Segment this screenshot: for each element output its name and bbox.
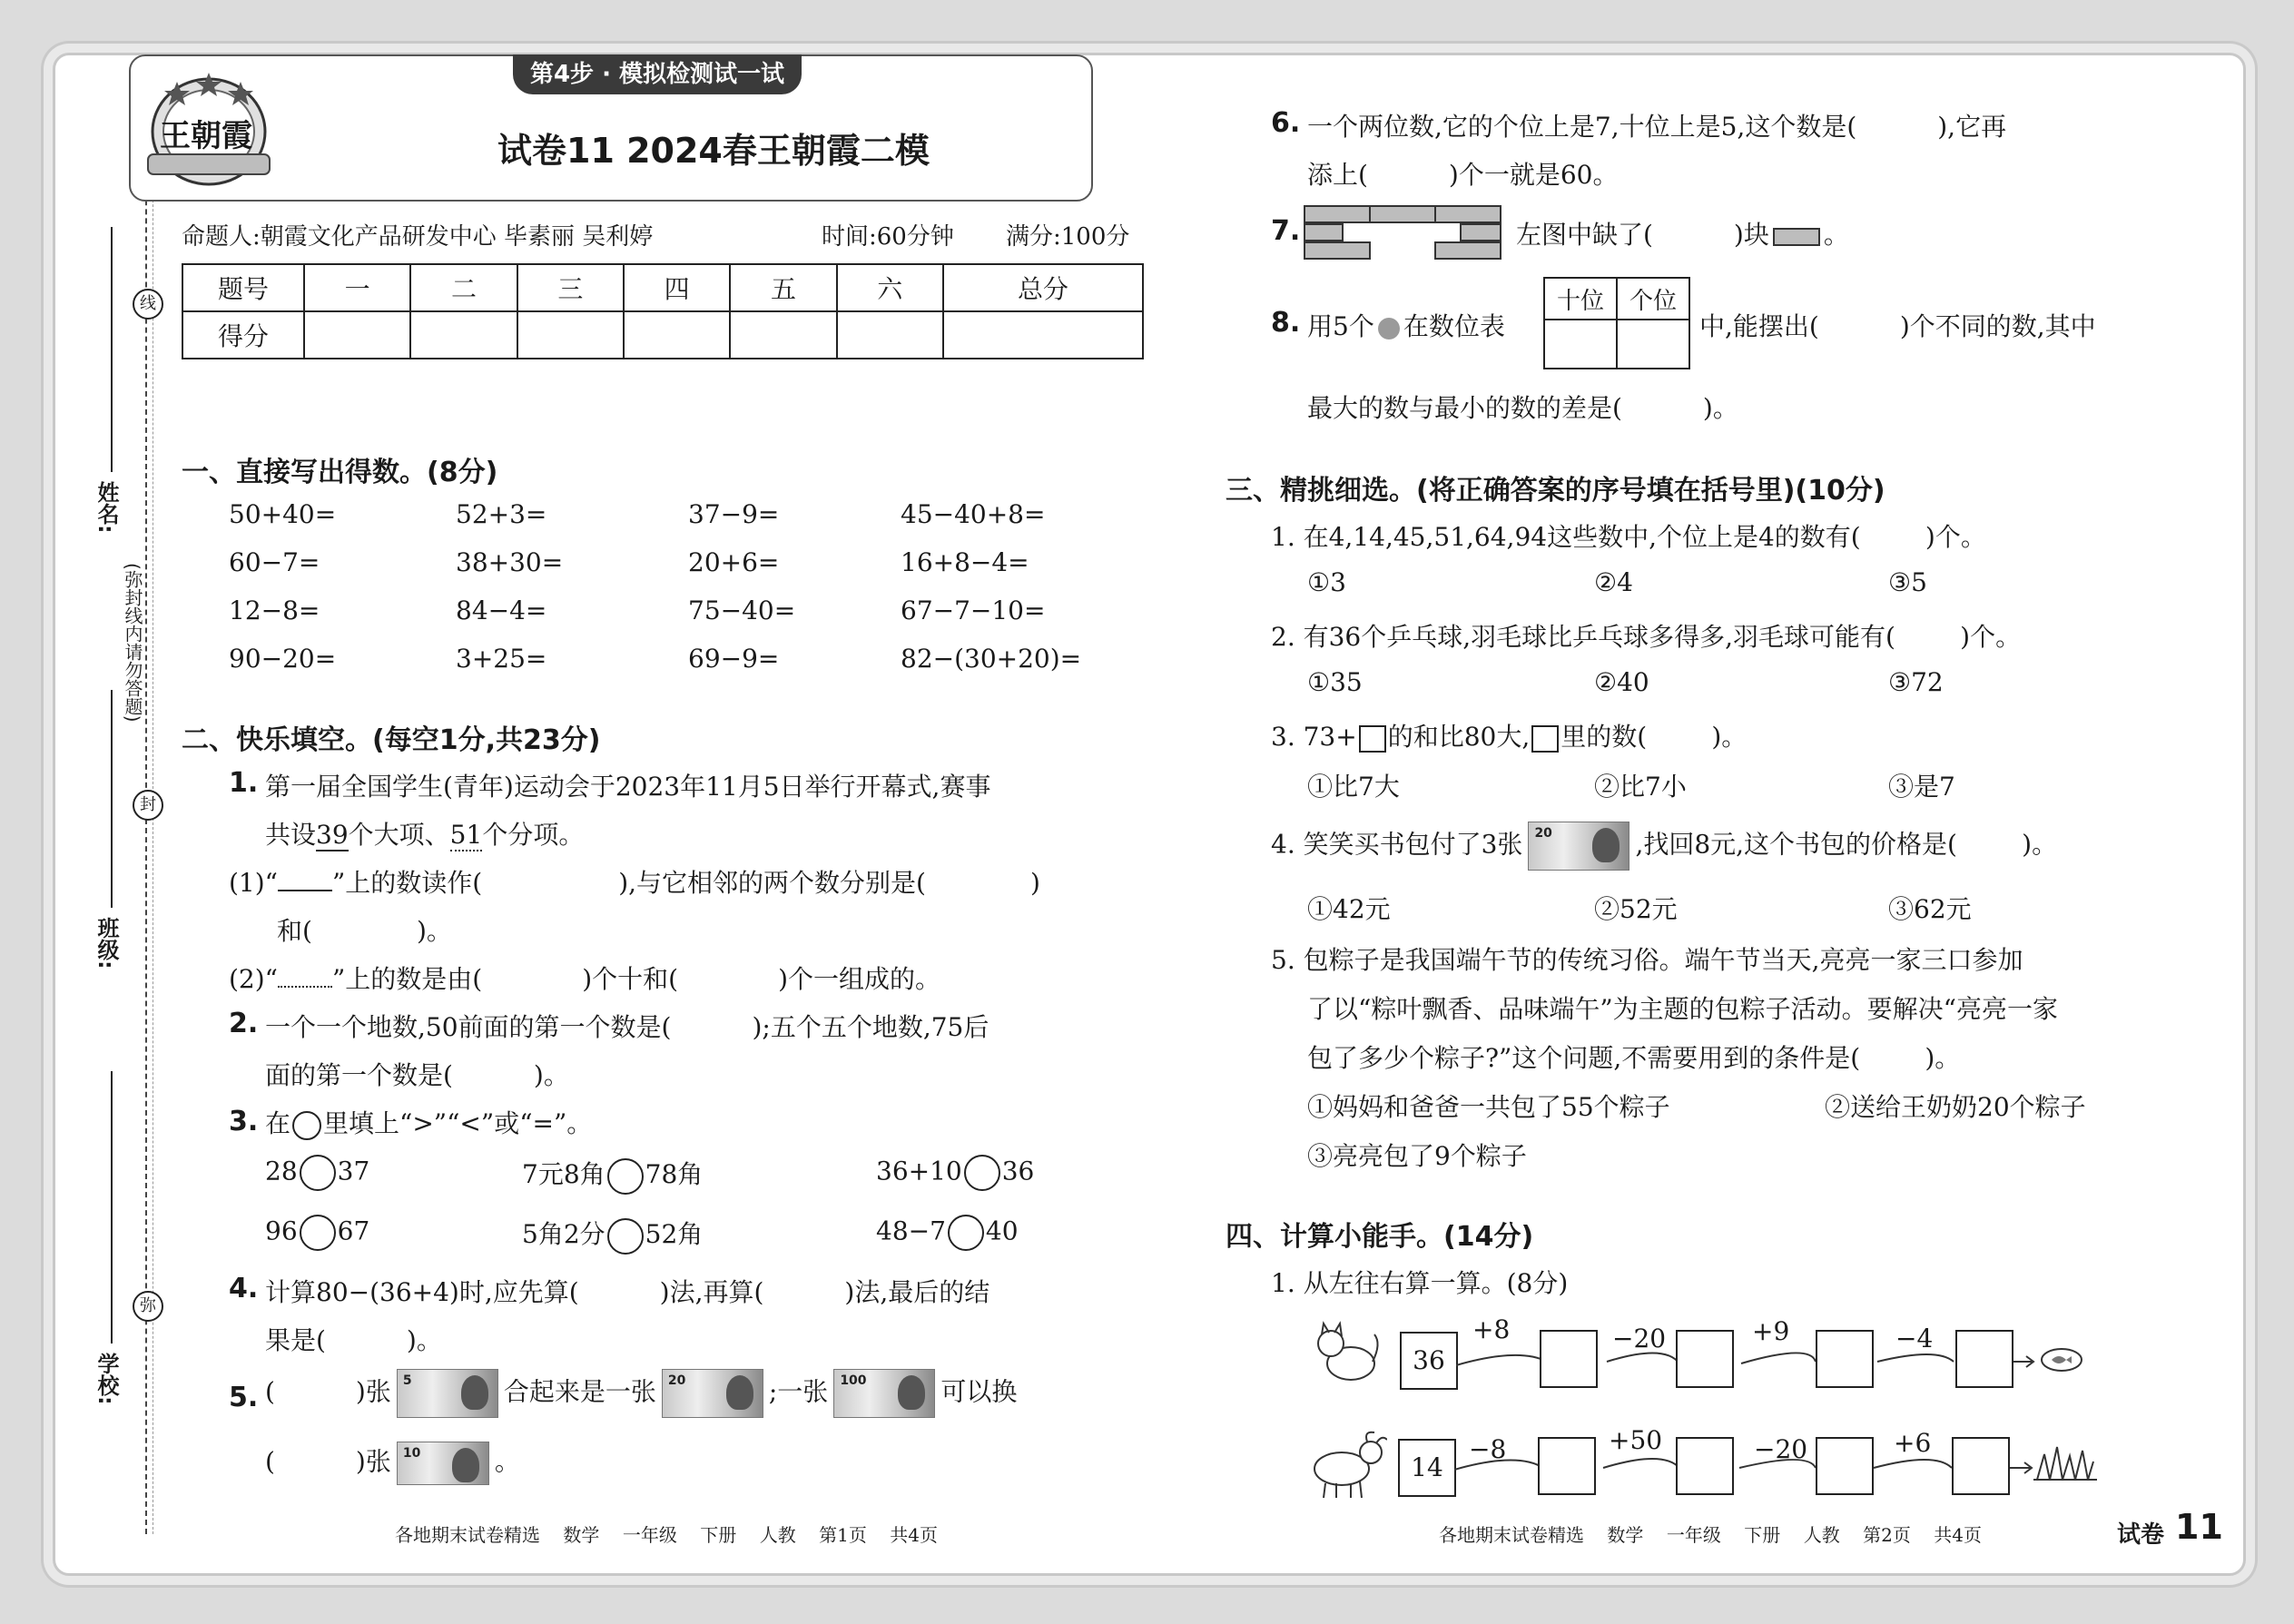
q5-text-a: ( )张: [265, 1376, 391, 1407]
q5-line1: [265, 1369, 1017, 1418]
paper-label: 试卷: [2117, 1521, 2165, 1549]
q8-stem-c: 中,能摆出( )个不同的数,其中: [1699, 311, 2096, 341]
exam-time: 时间:60分钟: [822, 223, 954, 251]
compare-right: 37: [337, 1156, 370, 1186]
chain2-answer-box[interactable]: [1952, 1437, 2010, 1495]
chain1-op: −4: [1895, 1324, 1934, 1353]
chain1-answer-box[interactable]: [1540, 1330, 1598, 1388]
step-tab: 第4步 · 模拟检测试一试: [513, 54, 802, 94]
author-line: 命题人:朝霞文化产品研发中心 毕素丽 吴利婷: [182, 223, 654, 251]
option[interactable]: ③亮亮包了9个粽子: [1307, 1141, 1527, 1171]
circle-icon: [292, 1111, 321, 1140]
score-header-cell: 一: [304, 264, 410, 311]
q1-text-c: 个分项。: [482, 820, 585, 850]
compare-item: [522, 1155, 703, 1195]
q5-text-c: ;一张: [768, 1376, 829, 1407]
q3-text-a: 在: [265, 1108, 291, 1138]
option[interactable]: ③72: [1888, 667, 1944, 697]
score-table-score-row: [182, 311, 1143, 359]
q8-line2: 最大的数与最小的数的差是( )。: [1307, 393, 1738, 423]
grass-icon: [2033, 1442, 2097, 1481]
option[interactable]: ②52元: [1594, 894, 1678, 924]
q5-text-b: 合起来是一张: [503, 1376, 656, 1407]
square-icon: [1359, 725, 1386, 753]
compare-circle[interactable]: [964, 1155, 1000, 1191]
section2-title: 二、快乐填空。(每空1分,共23分): [182, 724, 601, 756]
compare-left: 28: [265, 1156, 298, 1186]
chain1-op: +9: [1752, 1316, 1790, 1346]
compare-right: 36: [1001, 1156, 1035, 1186]
binding-seal-mark: 封: [133, 790, 163, 821]
q1-sub1-f: )。: [416, 916, 452, 946]
s3-q5-line1: 5. 包粽子是我国端午节的传统习俗。端午节当天,亮亮一家三口参加: [1271, 945, 2023, 975]
option[interactable]: ①42元: [1307, 894, 1391, 924]
q1-sub1-d: ): [1029, 868, 1040, 898]
name-label: 姓名:: [94, 481, 119, 534]
q3-text-b: 里填上“>”“<”或“=”。: [323, 1108, 593, 1138]
q4-line2: 果是( )。: [265, 1325, 442, 1355]
q8-stem-a: [1307, 307, 1505, 343]
option[interactable]: ③是7: [1888, 772, 1955, 802]
compare-right: 78角: [645, 1159, 704, 1189]
note-value: 10: [402, 1446, 421, 1461]
score-cell[interactable]: [517, 311, 624, 359]
score-table-header-row: [182, 264, 1143, 311]
score-cell[interactable]: [943, 311, 1143, 359]
q1-sub1-c: ),与它相邻的两个数分别是(: [618, 868, 926, 898]
binding-note: (弥封线内请勿答题): [122, 563, 143, 723]
note-value: 5: [402, 1373, 412, 1388]
pv-ones-cell[interactable]: [1617, 320, 1689, 369]
score-row-label: 得分: [182, 311, 304, 359]
wavy-mark: [278, 986, 332, 988]
compare-circle[interactable]: [300, 1215, 336, 1251]
chain1-answer-box[interactable]: [1816, 1330, 1874, 1388]
q1-sub2-c: )个十和(: [582, 964, 679, 994]
note-value: 100: [840, 1373, 867, 1388]
q3-stem: [265, 1104, 592, 1140]
s3-q3-a: 3. 73+: [1271, 722, 1357, 752]
calc-item[interactable]: 12−8=: [229, 595, 320, 625]
compare-right: 67: [337, 1216, 370, 1246]
score-header-cell: 五: [730, 264, 836, 311]
logo-text: 王朝霞: [160, 118, 252, 154]
compare-circle[interactable]: [607, 1158, 644, 1195]
full-score: 满分:100分: [1006, 223, 1130, 251]
chain2-answer-box[interactable]: [1816, 1437, 1874, 1495]
score-header-cell: 六: [837, 264, 943, 311]
banknote-10-icon: [397, 1442, 489, 1485]
compare-item: [876, 1155, 1034, 1191]
calc-item[interactable]: 37−9=: [688, 499, 780, 529]
compare-left: 7元8角: [522, 1159, 605, 1189]
banknote-20-icon: [662, 1369, 763, 1418]
score-header-cell: 二: [410, 264, 517, 311]
chain2-op: −8: [1469, 1434, 1507, 1464]
cat-illustration: [1311, 1316, 1383, 1389]
compare-item: [265, 1155, 369, 1191]
score-cell[interactable]: [730, 311, 836, 359]
q1-wavy-51: 51: [449, 820, 483, 850]
calc-item[interactable]: 90−20=: [229, 644, 337, 674]
option[interactable]: ③5: [1888, 567, 1927, 597]
score-table: [182, 263, 1144, 359]
score-cell[interactable]: [304, 311, 410, 359]
s3-q4-b: ,找回8元,这个书包的价格是( )。: [1635, 829, 2058, 860]
q7-stem: 左图中缺了( )块: [1516, 220, 1769, 250]
q7-end: 。: [1823, 220, 1849, 250]
place-value-table: [1543, 277, 1690, 369]
school-label: 学校:: [94, 1353, 119, 1405]
option[interactable]: ②40: [1594, 667, 1649, 697]
chain2-answer-box[interactable]: [1676, 1437, 1734, 1495]
fish-bowl-icon: [2039, 1342, 2084, 1374]
chain1-op: −20: [1612, 1324, 1667, 1353]
option[interactable]: ①35: [1307, 667, 1363, 697]
compare-item: [522, 1215, 703, 1255]
s3-q1: 1. 在4,14,45,51,64,94这些数中,个位上是4的数有( )个。: [1271, 522, 1986, 552]
banknote-5-icon: [397, 1369, 498, 1418]
s3-q5-line2: 了以“粽叶飘香、品味端午”为主题的包粽子活动。要解决“亮亮一家: [1307, 994, 2058, 1024]
chain1-answer-box[interactable]: [1676, 1330, 1734, 1388]
score-cell[interactable]: [837, 311, 943, 359]
question-number: 8.: [1271, 307, 1301, 339]
pv-tens-cell[interactable]: [1544, 320, 1617, 369]
compare-left: 5角2分: [522, 1219, 605, 1249]
q4-line1: 计算80−(36+4)时,应先算( )法,再算( )法,最后的结: [265, 1277, 990, 1307]
compare-circle[interactable]: [948, 1215, 984, 1251]
option[interactable]: ②送给王奶奶20个粽子: [1825, 1092, 2086, 1122]
chain1-start-box: 36: [1400, 1332, 1458, 1390]
compare-circle[interactable]: [607, 1218, 644, 1255]
option[interactable]: ③62元: [1888, 894, 1972, 924]
chain2-answer-box[interactable]: [1538, 1437, 1596, 1495]
q5-line2: [265, 1442, 520, 1485]
q8-text-b: 在数位表: [1403, 311, 1505, 341]
s3-q3-b: 的和比80大,: [1387, 722, 1531, 752]
class-label: 班级:: [94, 917, 119, 969]
s4-q1: 1. 从左往右算一算。(8分): [1271, 1268, 1569, 1298]
section3-title: 三、精挑细选。(将正确答案的序号填在括号里)(10分): [1226, 475, 1885, 507]
class-field[interactable]: [111, 690, 113, 908]
q5-text-e: ( )张: [265, 1446, 391, 1477]
q2-line1: 一个一个地数,50前面的第一个数是( );五个五个地数,75后: [265, 1012, 989, 1042]
compare-left: 48−7: [876, 1216, 946, 1246]
underline-mark: [278, 890, 332, 891]
option[interactable]: ①比7大: [1307, 772, 1400, 802]
pv-tens-header: 十位: [1544, 278, 1617, 320]
compare-left: 36+10: [876, 1156, 962, 1186]
score-header-cell: 总分: [943, 264, 1143, 311]
pv-ones-header: 个位: [1617, 278, 1689, 320]
q7-text: [1516, 215, 1849, 251]
q8-text-a: 用5个: [1307, 311, 1374, 341]
calc-item[interactable]: 84−4=: [456, 595, 547, 625]
goat-illustration: [1304, 1427, 1387, 1500]
calc-item[interactable]: 67−7−10=: [901, 595, 1046, 625]
s3-q2: 2. 有36个乒乓球,羽毛球比乒乓球多得多,羽毛球可能有( )个。: [1271, 622, 2022, 652]
calc-item[interactable]: 3+25=: [456, 644, 547, 674]
question-number: 4.: [229, 1273, 259, 1304]
calc-item[interactable]: 20+6=: [688, 547, 780, 577]
question-number: 7.: [1271, 215, 1301, 247]
q2-line2: 面的第一个数是( )。: [265, 1060, 569, 1090]
chain2-op: +6: [1894, 1428, 1932, 1458]
score-cell[interactable]: [410, 311, 517, 359]
paper-number: 11: [2175, 1507, 2223, 1547]
question-number: 6.: [1271, 107, 1301, 139]
compare-item: [265, 1215, 369, 1251]
section1-title: 一、直接写出得数。(8分): [182, 457, 498, 488]
option[interactable]: ②4: [1594, 567, 1633, 597]
school-field[interactable]: [111, 1071, 113, 1343]
q1-sub2-d: )个一组成的。: [778, 964, 941, 994]
banknote-100-icon: [833, 1369, 935, 1418]
calc-item[interactable]: 38+30=: [456, 547, 564, 577]
q1-sub1-a: (1)“: [229, 868, 278, 898]
q1-line2: [265, 815, 584, 851]
q1-underline-39: 39: [316, 820, 349, 850]
chain1-answer-box[interactable]: [1955, 1330, 2013, 1388]
brick-wall-figure: [1304, 205, 1512, 260]
s3-q3-c: 里的数( )。: [1561, 722, 1748, 752]
q1-sub2: [229, 960, 940, 996]
binding-line-mark: 线: [133, 289, 163, 320]
option[interactable]: ②比7小: [1594, 772, 1687, 802]
calc-item[interactable]: 82−(30+20)=: [901, 644, 1082, 674]
q1-sub1-e: 和(: [277, 916, 312, 946]
q5-text-f: 。: [494, 1446, 520, 1477]
q1-sub1-b: ”上的数读作(: [331, 868, 483, 898]
brick-icon: [1773, 228, 1820, 246]
q1-sub2-a: (2)“: [229, 964, 278, 994]
score-header-cell: 题号: [182, 264, 304, 311]
bead-icon: [1378, 318, 1400, 340]
compare-circle[interactable]: [300, 1155, 336, 1191]
chain2-op: −20: [1754, 1434, 1808, 1464]
option[interactable]: ①3: [1307, 567, 1346, 597]
calc-item[interactable]: 52+3=: [456, 499, 547, 529]
chain1-op: +8: [1472, 1314, 1511, 1344]
s3-q3: [1271, 717, 1747, 753]
compare-right: 40: [985, 1216, 1019, 1246]
calc-item[interactable]: 60−7=: [229, 547, 320, 577]
calc-item[interactable]: 16+8−4=: [901, 547, 1029, 577]
compare-left: 96: [265, 1216, 298, 1246]
q5-text-d: 可以换: [940, 1376, 1018, 1407]
calc-item[interactable]: 45−40+8=: [901, 499, 1046, 529]
compare-item: [876, 1215, 1019, 1251]
question-number: 1.: [229, 767, 259, 799]
question-number: 3.: [229, 1106, 259, 1137]
note-value: 20: [667, 1373, 686, 1388]
q1-text-b: 个大项、: [348, 820, 450, 850]
calc-item[interactable]: 69−9=: [688, 644, 780, 674]
name-field[interactable]: [111, 227, 113, 472]
square-icon: [1531, 725, 1559, 753]
q1-line1: 第一届全国学生(青年)运动会于2023年11月5日举行开幕式,赛事: [265, 772, 991, 802]
q1-sub2-b: ”上的数是由(: [331, 964, 483, 994]
score-cell[interactable]: [624, 311, 730, 359]
q6-line1: 一个两位数,它的个位上是7,十位上是5,这个数是( ),它再: [1307, 112, 2007, 142]
calc-item[interactable]: 75−40=: [688, 595, 796, 625]
q1-sub1: [229, 863, 1040, 900]
s3-q4-a: 4. 笑笑买书包付了3张: [1271, 829, 1523, 860]
chain2-start-box: 14: [1398, 1439, 1456, 1497]
s3-q5-line3: 包了多少个粽子?”这个问题,不需要用到的条件是( )。: [1307, 1043, 1961, 1073]
section4-title: 四、计算小能手。(14分): [1226, 1221, 1534, 1253]
question-number: 5.: [229, 1382, 259, 1413]
q6-line2: 添上( )个一就是60。: [1307, 160, 1619, 190]
q1-sub1-line2: [277, 911, 452, 948]
note-value: 20: [1534, 826, 1552, 841]
question-number: 2.: [229, 1008, 259, 1039]
footer-right: 各地期末试卷精选 数学 一年级 下册 人教 第2页 共4页: [1439, 1524, 1983, 1546]
paper-title: 试卷11 2024春王朝霞二模: [497, 131, 930, 171]
score-header-cell: 四: [624, 264, 730, 311]
calc-item[interactable]: 50+40=: [229, 499, 337, 529]
banknote-20-icon: [1528, 822, 1629, 871]
compare-right: 52角: [645, 1219, 704, 1249]
q1-text-a: 共设: [265, 820, 317, 850]
option[interactable]: ①妈妈和爸爸一共包了55个粽子: [1307, 1092, 1670, 1122]
chain2-op: +50: [1609, 1425, 1663, 1455]
score-header-cell: 三: [517, 264, 624, 311]
footer-left: 各地期末试卷精选 数学 一年级 下册 人教 第1页 共4页: [395, 1524, 939, 1546]
s3-q4: [1271, 822, 2057, 871]
binding-secret-mark: 弥: [133, 1291, 163, 1322]
